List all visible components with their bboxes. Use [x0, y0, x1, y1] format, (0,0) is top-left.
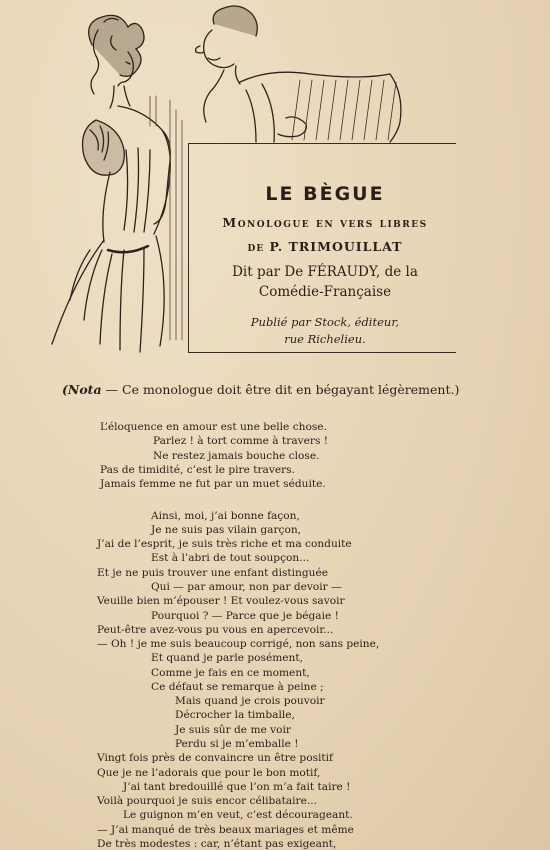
poem-line: Et quand je parle posément, — [151, 652, 303, 665]
poem-line: — J’ai manqué de très beaux mariages et même — [97, 823, 354, 836]
poem-line: Je ne suis pas vilain garçon, — [151, 523, 302, 536]
poem-line: Le guignon m’en veut, c’est décourageant. — [123, 809, 353, 822]
frame-bottom-rule — [188, 352, 456, 353]
poem-line: Qui — par amour, non par devoir — — [151, 580, 342, 593]
poem-line: Ce défaut se remarque à peine ; — [151, 680, 324, 693]
author-line: de P. TRIMOUILLAT — [247, 239, 403, 254]
poem-line: Voilà pourquoi je suis encor célibataire... — [97, 795, 317, 808]
poem-line: De très modestes : car, n’étant pas exigeant, — [97, 838, 337, 850]
poem-line: Décrocher la timballe, — [175, 709, 295, 722]
poem-line: J’ai de l’esprit, je suis très riche et ma conduite — [97, 538, 352, 551]
publisher-line — [200, 314, 450, 348]
publisher-line-2: rue Richelieu. — [284, 332, 366, 346]
poem-line: Jamais femme ne fut par un muet séduite. — [100, 478, 326, 491]
poem-line: L’éloquence en amour est une belle chose. — [100, 421, 327, 433]
poem-line: Comme je fais en ce moment, — [151, 666, 310, 679]
publisher-line-1: Publié par Stock, éditeur, — [250, 315, 400, 329]
frame-top-rule — [188, 143, 456, 144]
page-title: LE BÈGUE — [265, 183, 385, 205]
poem-line: Est à l’abri de tout soupçon... — [151, 552, 310, 565]
nota-label: (Nota — [62, 382, 102, 397]
poem-line: Parlez ! à tort comme à travers ! — [153, 435, 329, 448]
subtitle: Monologue en vers libres — [222, 215, 428, 230]
poem-line: Et je ne puis trouver une enfant distinguée — [97, 566, 329, 579]
performer-line-2: Comédie-Française — [258, 284, 392, 300]
poem-line: Ne restez jamais bouche close. — [153, 449, 320, 462]
poem-line: — Oh ! je me suis beaucoup corrigé, non sans peine, — [97, 638, 380, 651]
performer-line — [200, 262, 450, 302]
title-block — [200, 183, 450, 348]
poem-line: Pas de timidité, c’est le pire travers. — [100, 463, 295, 476]
poem-line: Vingt fois près de convaincre un être positif — [97, 752, 333, 765]
poem-line: Peut-être avez-vous pu vous en apercevoir... — [97, 623, 334, 636]
woman-figure — [52, 15, 170, 352]
poem-line: Ainsi, moi, j’ai bonne façon, — [151, 509, 300, 522]
poem-line: Pourquoi ? — Parce que je bégaie ! — [151, 609, 339, 622]
man-figure — [196, 6, 401, 142]
poem-line: Que je ne l’adorais que pour le bon motif, — [97, 766, 321, 779]
poem-line: Veuille bien m’épouser ! Et voulez-vous savoir — [97, 595, 345, 608]
nota-text: — Ce monologue doit être dit en bégayant légèrement.) — [105, 382, 460, 397]
frame-left-rule — [188, 143, 189, 353]
nota-line — [62, 382, 459, 397]
poem-line: J’ai tant bredouillé que l’on m’a fait taire ! — [123, 780, 351, 793]
poem-line: Je suis sûr de me voir — [175, 723, 291, 736]
poem-line: Perdu si je m’emballe ! — [175, 738, 299, 751]
poem-line: Mais quand je crois pouvoir — [175, 695, 325, 708]
performer-line-1: Dit par De FÉRAUDY, de la — [232, 264, 418, 280]
